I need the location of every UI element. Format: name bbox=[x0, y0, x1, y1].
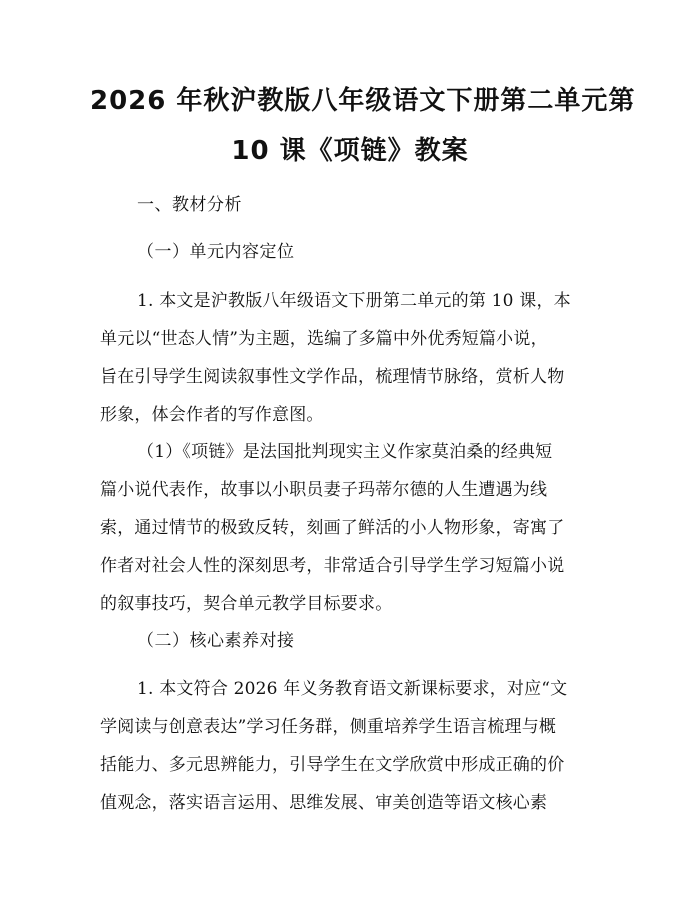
paragraph-line: 括能力、多元思辨能力，引导学生在文学欣赏中形成正确的价 bbox=[100, 755, 565, 775]
paragraph-line: 学阅读与创意表达”学习任务群，侧重培养学生语言梳理与概 bbox=[100, 717, 557, 737]
paragraph-line: 篇小说代表作，故事以小职员妻子玛蒂尔德的人生遭遇为线 bbox=[100, 480, 548, 500]
subsection-heading-unit-positioning: （一）单元内容定位 bbox=[137, 242, 295, 262]
document-title-line-2: 10 课《项链》教案 bbox=[231, 136, 469, 166]
paragraph-line: 旨在引导学生阅读叙事性文学作品，梳理情节脉络，赏析人物 bbox=[100, 367, 565, 387]
paragraph-unit-overview bbox=[100, 282, 600, 434]
paragraph-line: 作者对社会人性的深刻思考，非常适合引导学生学习短篇小说 bbox=[100, 556, 565, 576]
paragraph-core-literacy bbox=[100, 670, 600, 822]
paragraph-line: 索，通过情节的极致反转，刻画了鲜活的小人物形象，寄寓了 bbox=[100, 518, 565, 538]
section-heading-textbook-analysis: 一、教材分析 bbox=[137, 195, 242, 215]
paragraph-text-introduction bbox=[100, 433, 600, 623]
paragraph-line: 的叙事技巧，契合单元教学目标要求。 bbox=[100, 594, 393, 614]
paragraph-line: 形象，体会作者的写作意图。 bbox=[100, 405, 324, 425]
paragraph-line: 单元以“世态人情”为主题，选编了多篇中外优秀短篇小说， bbox=[100, 329, 548, 349]
document-title-line-1: 2026 年秋沪教版八年级语文下册第二单元第 bbox=[90, 86, 636, 116]
paragraph-line: 值观念，落实语言运用、思维发展、审美创造等语文核心素 bbox=[100, 793, 548, 813]
paragraph-line: 1. 本文符合 2026 年义务教育语文新课标要求，对应“文 bbox=[137, 679, 568, 699]
paragraph-line: （1）《项链》是法国批判现实主义作家莫泊桑的经典短 bbox=[137, 442, 553, 462]
subsection-heading-core-literacy: （二）核心素养对接 bbox=[137, 631, 295, 651]
paragraph-line: 1. 本文是沪教版八年级语文下册第二单元的第 10 课，本 bbox=[137, 291, 571, 311]
